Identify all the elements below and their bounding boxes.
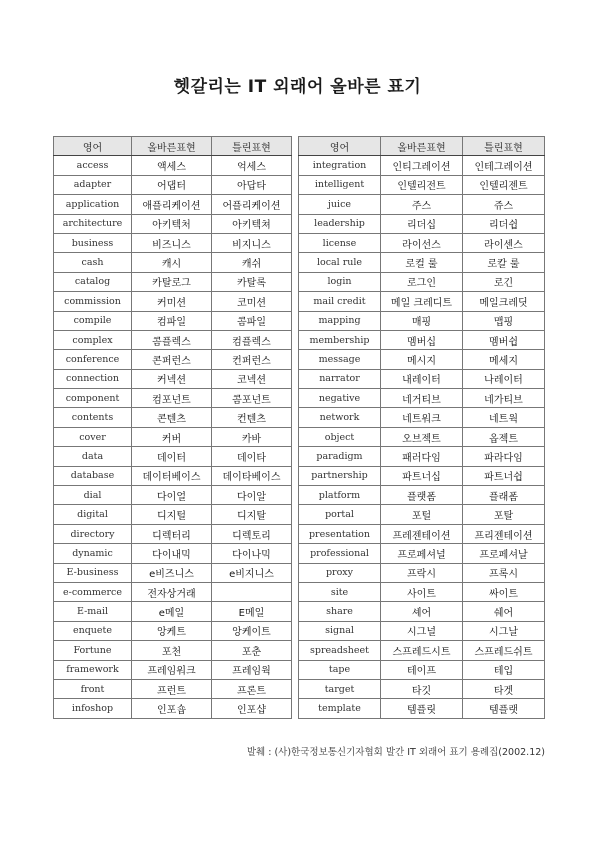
- cell-correct: 아키텍처: [132, 214, 212, 233]
- table-row: [299, 330, 545, 349]
- cell-incorrect: 프록시: [463, 563, 545, 582]
- cell-incorrect: 프레임웍: [212, 660, 292, 679]
- table-row: [299, 214, 545, 233]
- cell-english: enquete: [54, 621, 132, 640]
- cell-correct: 프런트: [132, 679, 212, 698]
- cell-incorrect: 옵젝트: [463, 427, 545, 446]
- cell-incorrect: 디렉토리: [212, 524, 292, 543]
- cell-correct: 사이트: [381, 582, 463, 601]
- cell-correct: 셰어: [381, 602, 463, 621]
- cell-incorrect: 컴플렉스: [212, 330, 292, 349]
- cell-english: paradigm: [299, 447, 381, 466]
- cell-correct: 내레이터: [381, 369, 463, 388]
- table-row: [54, 330, 292, 349]
- cell-english: login: [299, 272, 381, 291]
- cell-english: platform: [299, 486, 381, 505]
- table-row: [54, 563, 292, 582]
- cell-correct: 오브젝트: [381, 427, 463, 446]
- cell-correct: 커미션: [132, 292, 212, 311]
- cell-english: front: [54, 679, 132, 698]
- table-row: [299, 699, 545, 718]
- header-english: 영어: [54, 137, 132, 156]
- cell-incorrect: 로긴: [463, 272, 545, 291]
- cell-english: signal: [299, 621, 381, 640]
- cell-english: tape: [299, 660, 381, 679]
- cell-english: template: [299, 699, 381, 718]
- source-footnote: 발췌 : (사)한국정보통신기자협회 발간 IT 외래어 표기 용례집(2002.12): [246, 747, 545, 758]
- table-row: [54, 679, 292, 698]
- cell-incorrect: 테입: [463, 660, 545, 679]
- cell-english: target: [299, 679, 381, 698]
- table-row: [54, 544, 292, 563]
- table-row: [54, 524, 292, 543]
- table-row: [299, 369, 545, 388]
- table-row: [299, 156, 545, 175]
- cell-english: negative: [299, 389, 381, 408]
- cell-correct: 앙케트: [132, 621, 212, 640]
- cell-english: infoshop: [54, 699, 132, 718]
- table-row: [54, 621, 292, 640]
- cell-correct: 어댑터: [132, 175, 212, 194]
- table-header-row: [299, 137, 545, 156]
- cell-incorrect: 네가티브: [463, 389, 545, 408]
- table-row: [299, 408, 545, 427]
- table-row: [54, 233, 292, 252]
- table-row: [299, 563, 545, 582]
- cell-english: portal: [299, 505, 381, 524]
- cell-english: catalog: [54, 272, 132, 291]
- table-row: [54, 311, 292, 330]
- cell-incorrect: 메세지: [463, 350, 545, 369]
- cell-incorrect: 비지니스: [212, 233, 292, 252]
- table-row: [299, 447, 545, 466]
- table-row: [54, 195, 292, 214]
- cell-incorrect: 억세스: [212, 156, 292, 175]
- table-row: [299, 253, 545, 272]
- cell-english: integration: [299, 156, 381, 175]
- table-row: [54, 427, 292, 446]
- cell-incorrect: 인테그레이션: [463, 156, 545, 175]
- cell-incorrect: 포춘: [212, 641, 292, 660]
- cell-incorrect: 스프레드쉬트: [463, 641, 545, 660]
- table-row: [299, 350, 545, 369]
- cell-incorrect: 캐쉬: [212, 253, 292, 272]
- cell-english: business: [54, 233, 132, 252]
- cell-correct: 인티그레이션: [381, 156, 463, 175]
- cell-incorrect: 컨퍼런스: [212, 350, 292, 369]
- cell-correct: 디렉터리: [132, 524, 212, 543]
- cell-incorrect: 코미션: [212, 292, 292, 311]
- cell-correct: 컴파일: [132, 311, 212, 330]
- table-row: [299, 602, 545, 621]
- cell-correct: 프로페셔널: [381, 544, 463, 563]
- cell-correct: e메일: [132, 602, 212, 621]
- cell-english: architecture: [54, 214, 132, 233]
- cell-english: dial: [54, 486, 132, 505]
- cell-english: E-mail: [54, 602, 132, 621]
- cell-english: framework: [54, 660, 132, 679]
- table-row: [54, 641, 292, 660]
- cell-english: network: [299, 408, 381, 427]
- cell-english: conference: [54, 350, 132, 369]
- cell-english: professional: [299, 544, 381, 563]
- header-correct: 올바른표현: [132, 137, 212, 156]
- header-incorrect: 틀린표현: [212, 137, 292, 156]
- cell-incorrect: 콤파일: [212, 311, 292, 330]
- cell-incorrect: 플래폼: [463, 486, 545, 505]
- cell-incorrect: 다이알: [212, 486, 292, 505]
- cell-correct: 커버: [132, 427, 212, 446]
- cell-incorrect: 리더쉽: [463, 214, 545, 233]
- cell-english: Fortune: [54, 641, 132, 660]
- cell-incorrect: 앙케이트: [212, 621, 292, 640]
- cell-correct: 데이터베이스: [132, 466, 212, 485]
- cell-incorrect: 다이나믹: [212, 544, 292, 563]
- cell-incorrect: 카탈록: [212, 272, 292, 291]
- table-row: [299, 524, 545, 543]
- cell-incorrect: 파트너쉽: [463, 466, 545, 485]
- table-row: [54, 466, 292, 485]
- cell-incorrect: 콤포넌트: [212, 389, 292, 408]
- page-title: 헷갈리는 IT 외래어 올바른 표기: [173, 77, 422, 97]
- cell-english: application: [54, 195, 132, 214]
- cell-correct: 디지털: [132, 505, 212, 524]
- cell-incorrect: 아답타: [212, 175, 292, 194]
- cell-english: mapping: [299, 311, 381, 330]
- cell-incorrect: 카바: [212, 427, 292, 446]
- cell-correct: 인텔리전트: [381, 175, 463, 194]
- cell-english: E-business: [54, 563, 132, 582]
- cell-correct: 프레임워크: [132, 660, 212, 679]
- cell-incorrect: 라이센스: [463, 233, 545, 252]
- table-row: [299, 641, 545, 660]
- cell-incorrect: 프로페셔날: [463, 544, 545, 563]
- cell-english: share: [299, 602, 381, 621]
- cell-incorrect: 디지탈: [212, 505, 292, 524]
- cell-correct: 로컬 룰: [381, 253, 463, 272]
- table-row: [54, 582, 292, 601]
- cell-correct: 패러다임: [381, 447, 463, 466]
- cell-correct: 플랫폼: [381, 486, 463, 505]
- cell-correct: 카탈로그: [132, 272, 212, 291]
- cell-incorrect: E메일: [212, 602, 292, 621]
- table-row: [54, 486, 292, 505]
- cell-english: leadership: [299, 214, 381, 233]
- table-row: [54, 175, 292, 194]
- cell-incorrect: 포탈: [463, 505, 545, 524]
- header-incorrect: 틀린표현: [463, 137, 545, 156]
- table-row: [299, 195, 545, 214]
- cell-correct: 네트워크: [381, 408, 463, 427]
- cell-english: component: [54, 389, 132, 408]
- cell-correct: 비즈니스: [132, 233, 212, 252]
- cell-correct: 리더십: [381, 214, 463, 233]
- cell-incorrect: [212, 582, 292, 601]
- table-row: [54, 369, 292, 388]
- cell-correct: 로그인: [381, 272, 463, 291]
- cell-english: object: [299, 427, 381, 446]
- table-row: [54, 660, 292, 679]
- table-row: [299, 660, 545, 679]
- cell-incorrect: 프리젠테이션: [463, 524, 545, 543]
- cell-correct: 템플릿: [381, 699, 463, 718]
- cell-english: data: [54, 447, 132, 466]
- table-row: [299, 272, 545, 291]
- table-row: [54, 350, 292, 369]
- cell-correct: 커넥션: [132, 369, 212, 388]
- cell-correct: 타깃: [381, 679, 463, 698]
- cell-english: adapter: [54, 175, 132, 194]
- cell-english: e-commerce: [54, 582, 132, 601]
- table-row: [299, 427, 545, 446]
- cell-english: license: [299, 233, 381, 252]
- cell-english: local rule: [299, 253, 381, 272]
- cell-correct: 멤버십: [381, 330, 463, 349]
- cell-english: cash: [54, 253, 132, 272]
- vocabulary-table-right: [298, 136, 545, 719]
- cell-incorrect: 메일크레딧: [463, 292, 545, 311]
- cell-incorrect: 파라다임: [463, 447, 545, 466]
- cell-english: connection: [54, 369, 132, 388]
- cell-incorrect: 데이타: [212, 447, 292, 466]
- cell-incorrect: 쉐어: [463, 602, 545, 621]
- cell-correct: 주스: [381, 195, 463, 214]
- cell-incorrect: 네트웍: [463, 408, 545, 427]
- cell-correct: 캐시: [132, 253, 212, 272]
- table-row: [299, 505, 545, 524]
- cell-english: mail credit: [299, 292, 381, 311]
- cell-correct: e비즈니스: [132, 563, 212, 582]
- table-row: [299, 544, 545, 563]
- table-row: [54, 447, 292, 466]
- cell-english: spreadsheet: [299, 641, 381, 660]
- cell-correct: 테이프: [381, 660, 463, 679]
- cell-incorrect: 나레이터: [463, 369, 545, 388]
- cell-correct: 콤플렉스: [132, 330, 212, 349]
- cell-correct: 다이내믹: [132, 544, 212, 563]
- table-row: [299, 582, 545, 601]
- cell-incorrect: 인텔리젠트: [463, 175, 545, 194]
- cell-correct: 다이얼: [132, 486, 212, 505]
- table-row: [54, 292, 292, 311]
- cell-english: cover: [54, 427, 132, 446]
- cell-english: compile: [54, 311, 132, 330]
- header-correct: 올바른표현: [381, 137, 463, 156]
- cell-correct: 프락시: [381, 563, 463, 582]
- cell-english: intelligent: [299, 175, 381, 194]
- cell-incorrect: 프론트: [212, 679, 292, 698]
- cell-english: complex: [54, 330, 132, 349]
- table-row: [299, 233, 545, 252]
- vocabulary-table-left: [53, 136, 292, 719]
- table-row: [299, 292, 545, 311]
- cell-correct: 애플리케이션: [132, 195, 212, 214]
- cell-english: juice: [299, 195, 381, 214]
- table-row: [54, 505, 292, 524]
- table-row: [299, 486, 545, 505]
- cell-incorrect: 쥬스: [463, 195, 545, 214]
- table-row: [299, 389, 545, 408]
- cell-correct: 메일 크레디트: [381, 292, 463, 311]
- cell-correct: 라이선스: [381, 233, 463, 252]
- cell-correct: 액세스: [132, 156, 212, 175]
- cell-english: proxy: [299, 563, 381, 582]
- cell-english: commission: [54, 292, 132, 311]
- cell-correct: 네거티브: [381, 389, 463, 408]
- cell-correct: 파트너십: [381, 466, 463, 485]
- table-row: [54, 602, 292, 621]
- cell-correct: 스프레드시트: [381, 641, 463, 660]
- table-row: [299, 679, 545, 698]
- table-row: [299, 621, 545, 640]
- cell-correct: 컴포넌트: [132, 389, 212, 408]
- cell-correct: 데이터: [132, 447, 212, 466]
- cell-english: membership: [299, 330, 381, 349]
- cell-incorrect: 멤버쉽: [463, 330, 545, 349]
- cell-correct: 콘텐츠: [132, 408, 212, 427]
- cell-correct: 포천: [132, 641, 212, 660]
- table-row: [299, 311, 545, 330]
- table-header-row: [54, 137, 292, 156]
- cell-correct: 시그널: [381, 621, 463, 640]
- cell-incorrect: 인포샵: [212, 699, 292, 718]
- cell-incorrect: 싸이트: [463, 582, 545, 601]
- cell-english: presentation: [299, 524, 381, 543]
- cell-correct: 포털: [381, 505, 463, 524]
- cell-incorrect: 타겟: [463, 679, 545, 698]
- cell-english: message: [299, 350, 381, 369]
- cell-english: access: [54, 156, 132, 175]
- table-row: [54, 214, 292, 233]
- cell-english: partnership: [299, 466, 381, 485]
- table-row: [54, 156, 292, 175]
- cell-correct: 콘퍼런스: [132, 350, 212, 369]
- table-row: [54, 699, 292, 718]
- header-english: 영어: [299, 137, 381, 156]
- cell-incorrect: 데이타베이스: [212, 466, 292, 485]
- cell-correct: 매핑: [381, 311, 463, 330]
- cell-correct: 전자상거래: [132, 582, 212, 601]
- cell-incorrect: 어플리케이션: [212, 195, 292, 214]
- cell-english: digital: [54, 505, 132, 524]
- cell-english: contents: [54, 408, 132, 427]
- cell-correct: 프레젠테이션: [381, 524, 463, 543]
- cell-incorrect: 맵핑: [463, 311, 545, 330]
- cell-incorrect: 시그날: [463, 621, 545, 640]
- cell-english: dynamic: [54, 544, 132, 563]
- table-row: [54, 389, 292, 408]
- table-row: [299, 466, 545, 485]
- table-row: [54, 408, 292, 427]
- cell-correct: 메시지: [381, 350, 463, 369]
- cell-incorrect: 컨텐츠: [212, 408, 292, 427]
- cell-incorrect: 아키텍쳐: [212, 214, 292, 233]
- cell-incorrect: 템플랫: [463, 699, 545, 718]
- cell-incorrect: 코넥션: [212, 369, 292, 388]
- table-row: [54, 272, 292, 291]
- cell-incorrect: e비지니스: [212, 563, 292, 582]
- table-row: [54, 253, 292, 272]
- cell-english: site: [299, 582, 381, 601]
- table-row: [299, 175, 545, 194]
- cell-english: database: [54, 466, 132, 485]
- cell-incorrect: 로칼 룰: [463, 253, 545, 272]
- cell-correct: 인포숍: [132, 699, 212, 718]
- cell-english: narrator: [299, 369, 381, 388]
- cell-english: directory: [54, 524, 132, 543]
